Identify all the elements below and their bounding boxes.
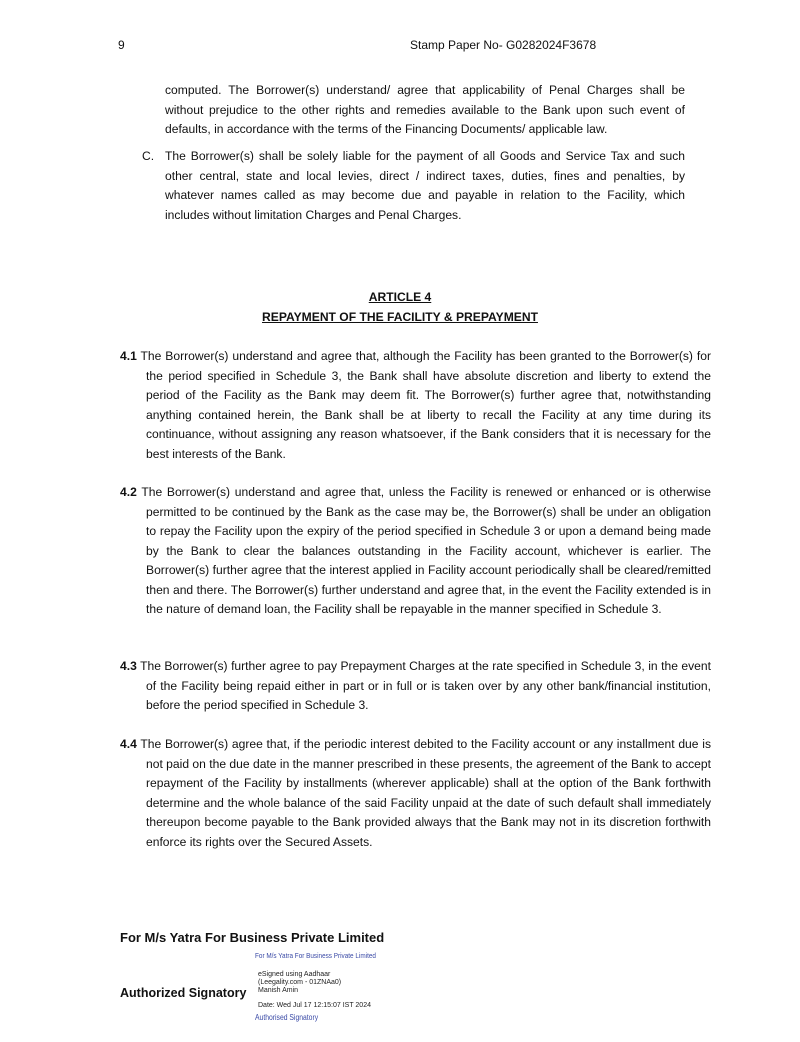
article-subtitle: REPAYMENT OF THE FACILITY & PREPAYMENT <box>262 310 538 324</box>
page-number: 9 <box>118 38 125 52</box>
clause-4-1 <box>120 347 711 464</box>
clause-text: The Borrower(s) agree that, if the periodic interest debited to the Facility account or any installment due is not paid on the due date in the manner prescribed in these presents, the agreement of the Bank to accept repayment of the Facility by installments (wherever applicable) shall at the option of the Bank forthwith determine and the whole balance of the said Facility unpaid at the date of such default shall immediately thereupon become payable to the Bank provided always that the Bank may not in its discretion forthwith enforce its rights over the Secured Assets. <box>140 737 711 849</box>
esign-provider: (Leegality.com - 01ZNAa0) <box>258 979 342 986</box>
company-name: For M/s Yatra For Business Private Limited <box>120 930 385 945</box>
esign-signer-name: Manish Amin <box>258 987 299 994</box>
clause-4-3 <box>120 657 711 716</box>
clause-number: 4.1 <box>120 349 137 363</box>
clause-text: The Borrower(s) understand and agree that, unless the Facility is renewed or enhanced or is otherwise permitted to be continued by the Bank as the case may be, the Borrower(s) shall be under an obligation to repay the Facility upon the expiry of the period specified in Schedule 3 or upon a demand being made by the Bank to clear the balances outstanding in the Facility account, whichever is earlier. The Borrower(s) further agree that the interest applied in Facility account periodically shall be cleared/remitted then and there. The Borrower(s) further understand and agree that, in the event the Facility extended is in the nature of demand loan, the Facility shall be repayable in the manner specified in Schedule 3. <box>141 485 711 616</box>
list-item-c <box>142 147 685 225</box>
clause-number: 4.4 <box>120 737 137 751</box>
stamp-paper-number: Stamp Paper No- G0282024F3678 <box>410 38 597 52</box>
continued-paragraph: computed. The Borrower(s) understand/ agree that applicability of Penal Charges shall be without prejudice to the other rights and remedies available to the Bank upon such event of defaults, in accordance with the terms of the Financing Documents/ applicable law. <box>165 83 685 136</box>
clause-number: 4.3 <box>120 659 137 673</box>
esign-date: Date: Wed Jul 17 12:15:07 IST 2024 <box>258 1002 371 1009</box>
clause-text: The Borrower(s) understand and agree that, although the Facility has been granted to the Borrower(s) for the period specified in Schedule 3, the Bank shall have absolute discretion and liberty to extend the period of the Facility as the Bank may deem fit. The Borrower(s) further agree that, notwithstanding anything contained herein, the Bank shall be at liberty to recall the Facility at any time during its continuance, without assigning any reason whatsoever, if the Bank considers that it is necessary for the best interests of the Bank. <box>140 349 711 461</box>
clause-number: 4.2 <box>120 485 137 499</box>
clause-4-2 <box>120 483 711 620</box>
list-item-label: C. <box>142 149 155 163</box>
esign-role-stamp: Authorised Signatory <box>255 1013 319 1022</box>
list-item-text: The Borrower(s) shall be solely liable for the payment of all Goods and Service Tax and such other central, state and local levies, direct / indirect taxes, duties, fines and penalties, by whatever names called as may become due and payable in relation to the Facility, which includes without limitation Charges and Penal Charges. <box>165 149 685 222</box>
clause-4-4 <box>120 735 711 852</box>
authorized-signatory-label: Authorized Signatory <box>120 986 247 1000</box>
article-title: ARTICLE 4 <box>368 290 432 304</box>
clause-text: The Borrower(s) further agree to pay Prepayment Charges at the rate specified in Schedule 3, in the event of the Facility being repaid either in part or in full or is taken over by any other bank/financial institution, before the period specified in Schedule 3. <box>140 659 711 712</box>
esign-method: eSigned using Aadhaar <box>258 971 331 978</box>
esign-company-stamp: For M/s Yatra For Business Private Limited <box>255 951 376 960</box>
